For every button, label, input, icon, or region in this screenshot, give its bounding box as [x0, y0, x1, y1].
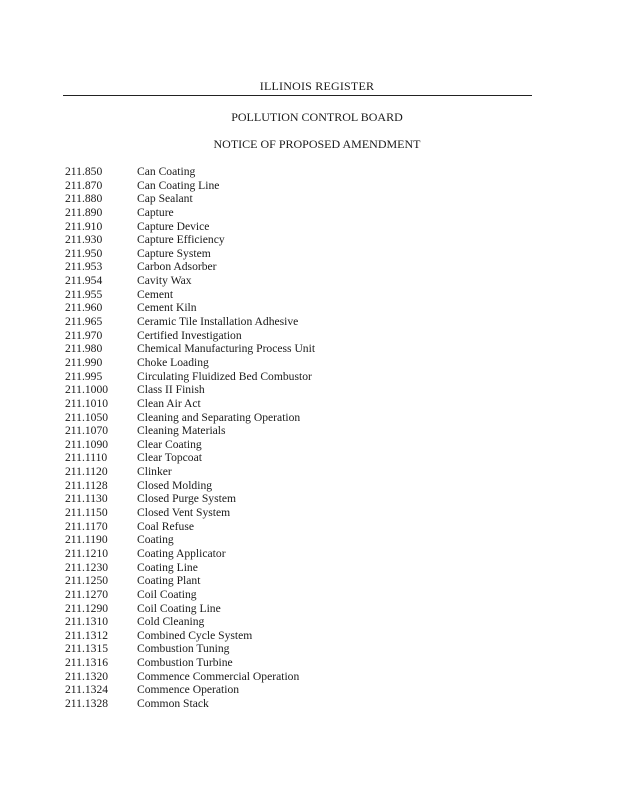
definition-row [65, 247, 545, 261]
definition-term: Chemical Manufacturing Process Unit [137, 342, 316, 356]
definition-term: Coil Coating Line [137, 601, 221, 615]
section-number: 211.890 [65, 205, 103, 219]
section-number: 211.955 [65, 287, 103, 301]
definition-row [65, 233, 545, 247]
definition-term: Coating [137, 533, 174, 547]
definition-row [65, 329, 545, 343]
definition-row [65, 397, 545, 411]
definition-row [65, 697, 545, 711]
definition-row [65, 438, 545, 452]
definition-row [65, 492, 545, 506]
definition-term: Combustion Turbine [137, 656, 233, 670]
definition-term: Clear Topcoat [137, 451, 202, 465]
section-number: 211.1000 [65, 383, 109, 397]
section-number: 211.1315 [65, 642, 109, 656]
section-number: 211.1320 [65, 669, 109, 683]
board-title-text: POLLUTION CONTROL BOARD [231, 110, 403, 124]
notice-title-text: NOTICE OF PROPOSED AMENDMENT [213, 137, 421, 151]
definition-term: Clear Coating [137, 437, 202, 451]
definition-row [65, 506, 545, 520]
definitions-list [65, 165, 545, 711]
section-number: 211.870 [65, 178, 103, 192]
definition-row [65, 301, 545, 315]
definition-row [65, 656, 545, 670]
section-number: 211.1290 [65, 601, 109, 615]
section-number: 211.1324 [65, 683, 109, 697]
definition-row [65, 561, 545, 575]
definition-row [65, 670, 545, 684]
definition-row [65, 315, 545, 329]
definition-term: Cement Kiln [137, 301, 197, 315]
definition-term: Coal Refuse [137, 519, 194, 533]
register-title-text: ILLINOIS REGISTER [259, 79, 375, 93]
definition-term: Commence Operation [137, 683, 240, 697]
definition-term: Choke Loading [137, 355, 209, 369]
definition-term: Can Coating [137, 165, 196, 178]
definition-term: Class II Finish [137, 383, 205, 397]
section-number: 211.1130 [65, 492, 108, 506]
definition-row [65, 411, 545, 425]
definition-row [65, 424, 545, 438]
definition-row [65, 451, 545, 465]
definition-term: Commence Commercial Operation [137, 669, 300, 683]
definition-row [65, 479, 545, 493]
section-number: 211.1230 [65, 560, 109, 574]
section-number: 211.1070 [65, 424, 109, 438]
definition-row [65, 520, 545, 534]
definition-row [65, 220, 545, 234]
definition-term: Capture Efficiency [137, 233, 225, 247]
section-number: 211.995 [65, 369, 103, 383]
section-number: 211.990 [65, 355, 103, 369]
definition-row [65, 206, 545, 220]
section-number: 211.1170 [65, 519, 108, 533]
section-number: 211.1328 [65, 696, 109, 710]
definition-term: Cap Sealant [137, 192, 193, 206]
definition-term: Cement [137, 287, 174, 301]
definition-row [65, 383, 545, 397]
definition-row [65, 588, 545, 602]
definition-row [65, 274, 545, 288]
section-number: 211.1270 [65, 587, 109, 601]
section-number: 211.954 [65, 274, 103, 288]
definition-term: Capture Device [137, 219, 210, 233]
section-number: 211.1110 [65, 451, 108, 465]
section-number: 211.910 [65, 219, 103, 233]
definition-term: Common Stack [137, 696, 209, 710]
definition-term: Capture System [137, 246, 211, 260]
definition-term: Circulating Fluidized Bed Combustor [137, 369, 312, 383]
definition-term: Carbon Adsorber [137, 260, 217, 274]
definition-row [65, 465, 545, 479]
definition-term: Coating Plant [137, 574, 201, 588]
section-number: 211.965 [65, 315, 103, 329]
definition-row [65, 574, 545, 588]
definition-term: Certified Investigation [137, 328, 242, 342]
definition-row [65, 356, 545, 370]
definition-term: Ceramic Tile Installation Adhesive [137, 315, 299, 329]
definition-term: Clinker [137, 465, 172, 479]
definition-row [65, 642, 545, 656]
section-number: 211.1250 [65, 574, 109, 588]
register-title [0, 79, 620, 94]
definition-term: Combined Cycle System [137, 628, 253, 642]
definition-row [65, 342, 545, 356]
section-number: 211.1128 [65, 478, 108, 492]
section-number: 211.850 [65, 165, 103, 178]
definition-row [65, 533, 545, 547]
notice-title [0, 137, 620, 152]
section-number: 211.1120 [65, 465, 108, 479]
definition-term: Capture [137, 205, 174, 219]
section-number: 211.880 [65, 192, 103, 206]
section-number: 211.1316 [65, 656, 109, 670]
definition-term: Closed Molding [137, 478, 213, 492]
section-number: 211.930 [65, 233, 103, 247]
section-number: 211.1312 [65, 628, 109, 642]
section-number: 211.1010 [65, 396, 109, 410]
definition-term: Coating Line [137, 560, 198, 574]
definition-row [65, 165, 545, 179]
definition-term: Closed Purge System [137, 492, 236, 506]
definition-row [65, 602, 545, 616]
section-number: 211.1090 [65, 437, 109, 451]
section-number: 211.1210 [65, 546, 109, 560]
section-number: 211.1150 [65, 506, 108, 520]
definition-term: Can Coating Line [137, 178, 220, 192]
definition-term: Combustion Tuning [137, 642, 230, 656]
section-number: 211.1050 [65, 410, 109, 424]
definition-term: Cavity Wax [137, 274, 192, 288]
definition-term: Cleaning and Separating Operation [137, 410, 301, 424]
definition-term: Cold Cleaning [137, 615, 205, 629]
section-number: 211.953 [65, 260, 103, 274]
definition-row [65, 683, 545, 697]
definition-row [65, 629, 545, 643]
definition-row [65, 288, 545, 302]
definition-row [65, 192, 545, 206]
definition-term: Clean Air Act [137, 396, 201, 410]
definition-term: Closed Vent System [137, 506, 231, 520]
section-number: 211.960 [65, 301, 103, 315]
section-number: 211.1310 [65, 615, 109, 629]
section-number: 211.970 [65, 328, 103, 342]
header-divider [63, 95, 532, 96]
section-number: 211.1190 [65, 533, 108, 547]
definition-term: Coating Applicator [137, 546, 226, 560]
section-number: 211.980 [65, 342, 103, 356]
definition-row [65, 615, 545, 629]
definition-row [65, 179, 545, 193]
definition-term: Coil Coating [137, 587, 197, 601]
definition-term: Cleaning Materials [137, 424, 226, 438]
definition-row [65, 370, 545, 384]
definition-row [65, 260, 545, 274]
board-title [0, 110, 620, 125]
definition-row [65, 547, 545, 561]
section-number: 211.950 [65, 246, 103, 260]
